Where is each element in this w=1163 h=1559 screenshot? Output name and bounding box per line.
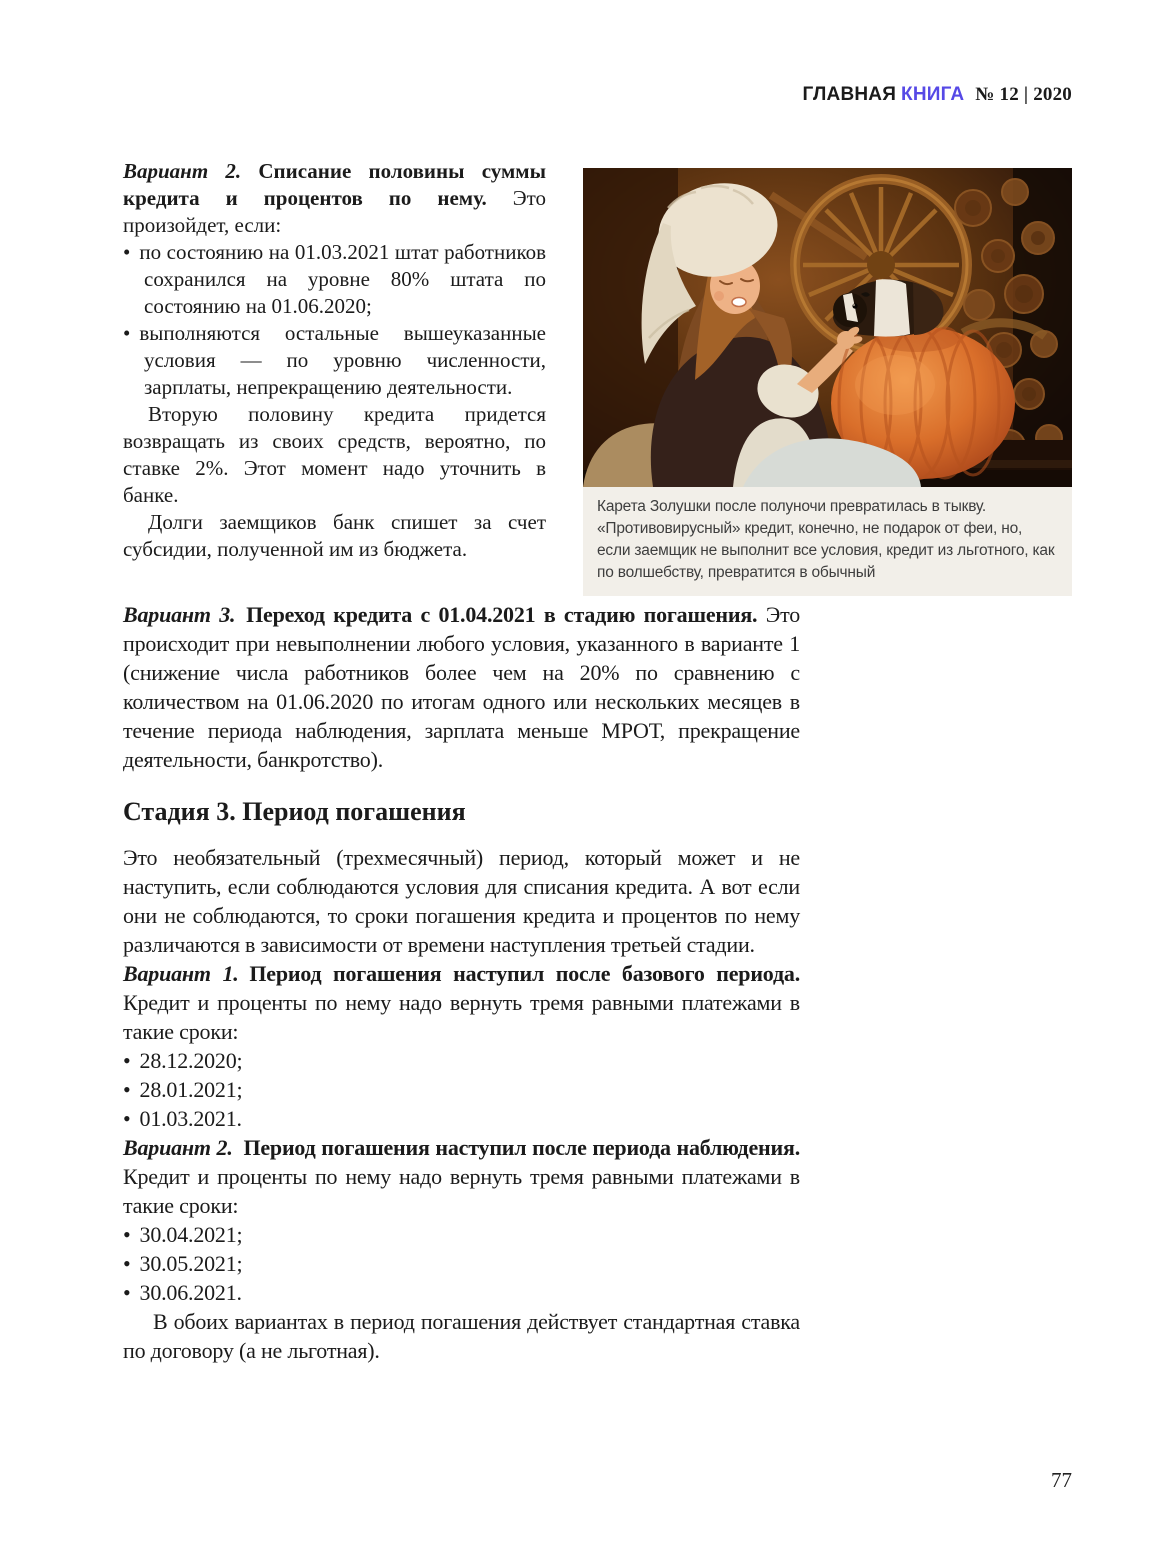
brand-name-accent: КНИГА [901, 84, 965, 105]
paragraph-subsidy: Долги заемщиков банк спишет за счет субсидии, полученной им из бюджета. [123, 510, 546, 561]
bullet-marker: • [123, 1048, 131, 1073]
text-run: Кредит и проценты по нему надо вернуть тремя равными платежами в такие сроки: [123, 1164, 800, 1218]
issue-number: № 12 | 2020 [975, 84, 1072, 105]
list-item [123, 1046, 800, 1075]
bullet-marker: • [123, 321, 131, 345]
list-item [123, 1278, 800, 1307]
bullet-text: 01.03.2021. [139, 1106, 242, 1131]
bullet-text: 28.12.2020; [139, 1048, 243, 1073]
brand-name-black: ГЛАВНАЯ [802, 84, 897, 105]
list-item [123, 1220, 800, 1249]
variant1-dates-list [123, 1046, 800, 1133]
bullet-text: 30.06.2021. [139, 1280, 242, 1305]
text-run: Списание половины суммы кредита и процентов по нему. [123, 159, 546, 210]
text-run: Вариант 2. [123, 159, 242, 183]
list-item [123, 1104, 800, 1133]
page-header [803, 84, 1073, 106]
conditions-bullet-list [123, 239, 546, 401]
list-item [123, 239, 546, 320]
photo-caption: Карета Золушки после полуночи превратилась в тыкву. «Противовирусный» кредит, конечно, не подарок от феи, но, если заемщик не выполнит все условия, кредит из льготного, как по волшебству, превратится в обычный [583, 487, 1072, 596]
bullet-marker: • [123, 1077, 131, 1102]
left-text-column [123, 158, 546, 563]
bullet-text: по состоянию на 01.03.2021 штат работников сохранился на уровне 80% штата по состоянию на 01.06.2020; [139, 240, 546, 318]
bullet-marker: • [123, 1222, 131, 1247]
text-run: Переход кредита с 01.04.2021 в стадию погашения. [246, 602, 766, 627]
list-item [123, 1249, 800, 1278]
text-run: Кредит и проценты по нему надо вернуть тремя равными платежами в такие сроки: [123, 990, 800, 1044]
variant2-dates-list [123, 1220, 800, 1307]
text-run: Период погашения наступил после базового периода. [249, 961, 800, 986]
text-run: Вариант 1. [123, 961, 250, 986]
list-item [123, 1075, 800, 1104]
variant3-paragraph [123, 600, 800, 774]
closing-paragraph: В обоих вариантах в период погашения действует стандартная ставка по договору (а не льготная). [123, 1309, 800, 1363]
variant1-paragraph [123, 959, 800, 1046]
text-run: Это произойдет, если: [123, 186, 546, 237]
main-text-column [123, 600, 800, 1365]
paragraph-second-half: Вторую половину кредита придется возвращать из своих средств, вероятно, по ставке 2%. Этот момент надо уточнить в банке. [123, 402, 546, 507]
stage3-paragraph: Это необязательный (трехмесячный) период, который может и не наступить, если соблюдаются условия для списания кредита. А вот если они не соблюдаются, то сроки погашения кредита и процентов по нему различаются в зависимости от времени наступления третьей стадии. [123, 845, 800, 957]
text-run: Период погашения наступил после периода наблюдения. [243, 1135, 800, 1160]
list-item [123, 320, 546, 401]
variant2-intro-paragraph [123, 158, 546, 239]
bullet-text: 28.01.2021; [139, 1077, 243, 1102]
page-number: 77 [1051, 1468, 1072, 1492]
bullet-marker: • [123, 1251, 131, 1276]
text-run: Вариант 2. [123, 1135, 244, 1160]
smile [732, 298, 746, 307]
bullet-marker: • [123, 240, 131, 264]
bullet-text: выполняются остальные вышеуказанные условия — по уровню численности, зарплаты, непрекращению деятельности. [139, 321, 546, 399]
section-heading-stage3: Стадия 3. Период погашения [123, 797, 466, 826]
cinderella-photo [583, 168, 1072, 487]
bullet-text: 30.04.2021; [139, 1222, 243, 1247]
bullet-text: 30.05.2021; [139, 1251, 243, 1276]
variant2-paragraph [123, 1133, 800, 1220]
photo-block [583, 168, 1072, 596]
bullet-marker: • [123, 1280, 131, 1305]
blush [714, 291, 724, 301]
text-run: Это происходит при невыполнении любого условия, указанного в варианте 1 (снижение числа работников более чем на 20% по сравнению с количеством на 01.06.2020 по итогам одного или нескольких месяцев в течение периода наблюдения, зарплата меньше МРОТ, прекращение деятельности, банкротство). [123, 602, 800, 772]
text-run: Вариант 3. [123, 602, 247, 627]
bullet-marker: • [123, 1106, 131, 1131]
